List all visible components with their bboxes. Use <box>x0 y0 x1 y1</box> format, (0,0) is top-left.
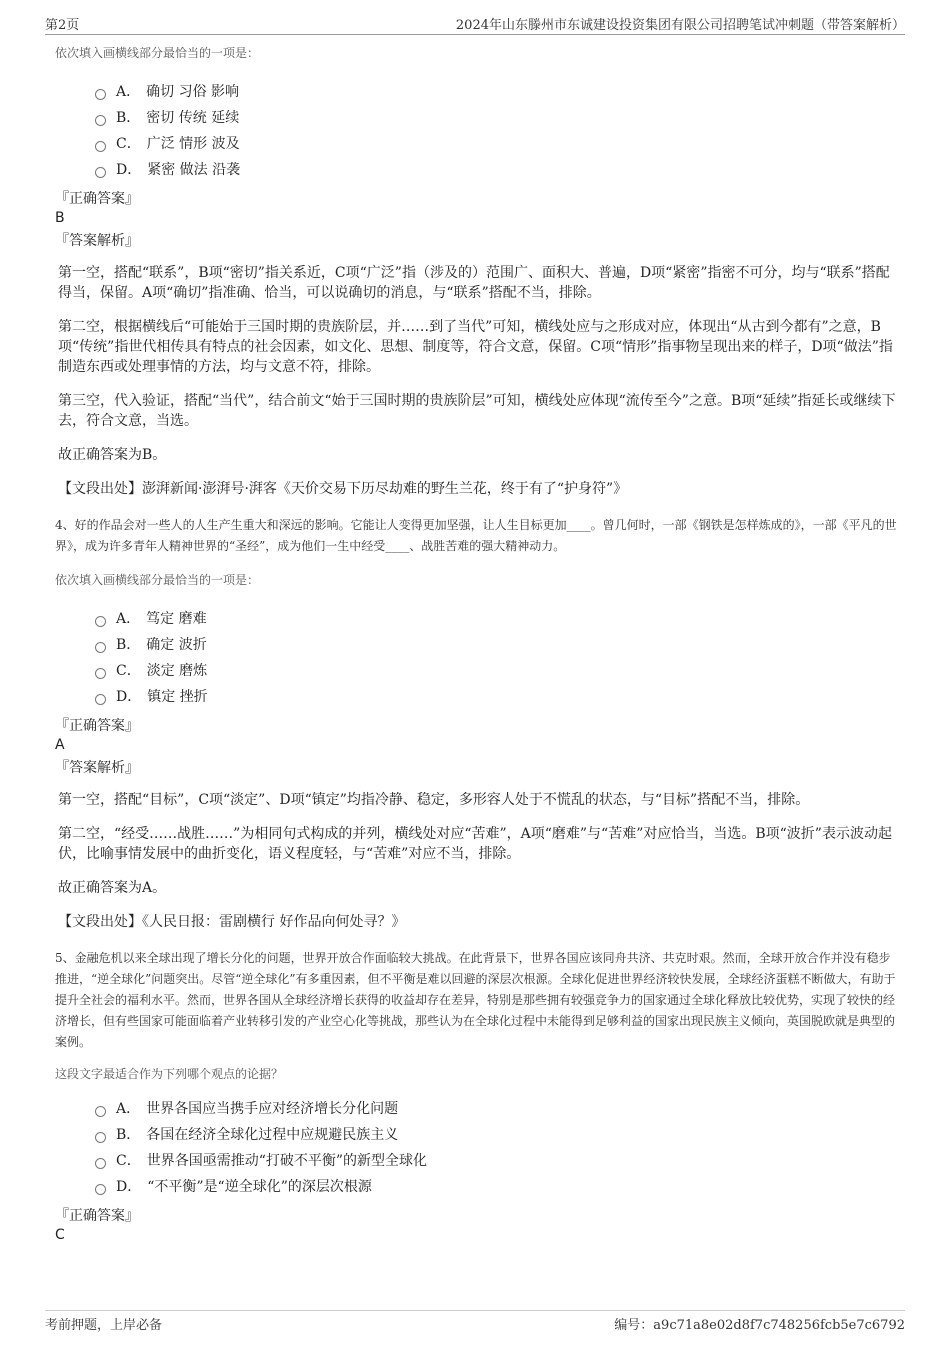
q4-option-b[interactable]: B． 确定 波折 <box>95 632 900 658</box>
document-title: 2024年山东滕州市东诚建设投资集团有限公司招聘笔试冲刺题（带答案解析） <box>455 18 905 33</box>
q3-analysis-2: 第二空，根据横线后“可能始于三国时期的贵族阶层，并……到了当代”可知，横线处应与之形成对应，体现出“从古到今都有”之意，B项“传统”指世代相传具有特点的社会因素，如文化、思想、制度等，符合文意，保留。C项“情形”指事物呈现出来的样子，D项“做法”指制造东西或处理事情的方法，均与文意不符，排除。 <box>58 319 893 375</box>
q5-answer-label: 『正确答案』 <box>55 1208 139 1224</box>
radio-icon[interactable] <box>95 115 106 126</box>
q5-answer: C <box>55 1227 65 1243</box>
q3-analysis-1: 第一空，搭配“联系”，B项“密切”指关系近，C项“广泛”指（涉及的）范围广、面积大、普遍，D项“紧密”指密不可分，均与“联系”搭配得当，保留。A项“确切”指准确、恰当，可以说确切的消息，与“联系”搭配不当，排除。 <box>58 265 890 301</box>
q3-analysis-3: 第三空，代入验证，搭配“当代”，结合前文“始于三国时期的贵族阶层”可知，横线处应体现“流传至今”之意。B项“延续”指延长或继续下去，符合文意，当选。 <box>58 393 896 429</box>
page-header <box>45 12 905 35</box>
radio-icon[interactable] <box>95 1132 106 1143</box>
q3-option-a[interactable]: A． 确切 习俗 影响 <box>95 79 900 105</box>
q3-source: 【文段出处】澎湃新闻·澎湃号·湃客《天价交易下历尽劫难的野生兰花，终于有了“护身符”》 <box>58 481 628 497</box>
radio-icon[interactable] <box>95 141 106 152</box>
q5-option-c[interactable]: C． 世界各国亟需推动“打破不平衡”的新型全球化 <box>95 1148 900 1174</box>
radio-icon[interactable] <box>95 694 106 705</box>
q3-option-c[interactable]: C． 广泛 情形 波及 <box>95 131 900 157</box>
radio-icon[interactable] <box>95 642 106 653</box>
radio-icon[interactable] <box>95 616 106 627</box>
q4-option-c[interactable]: C． 淡定 磨炼 <box>95 658 900 684</box>
page-footer <box>45 1310 905 1335</box>
q4-option-a[interactable]: A． 笃定 磨难 <box>95 606 900 632</box>
q4-prompt: 依次填入画横线部分最恰当的一项是： <box>55 573 260 587</box>
q4-source: 【文段出处】《人民日报：雷剧横行 好作品向何处寻？》 <box>58 914 406 930</box>
q3-analysis-4: 故正确答案为B。 <box>58 447 167 463</box>
q5-options <box>95 1096 900 1200</box>
document-id: 编号：a9c71a8e02d8f7c748256fcb5e7c6792 <box>614 1318 905 1333</box>
radio-icon[interactable] <box>95 1106 106 1117</box>
q4-option-d[interactable]: D． 镇定 挫折 <box>95 684 900 710</box>
q4-analysis-1: 第一空，搭配“目标”，C项“淡定”、D项“镇定”均指冷静、稳定，多形容人处于不慌乱的状态，与“目标”搭配不当，排除。 <box>58 792 810 808</box>
q5-stem: 5、金融危机以来全球出现了增长分化的问题，世界开放合作面临较大挑战。在此背景下，世界各国应该同舟共济、共克时艰。然而，全球开放合作并没有稳步推进，“逆全球化”问题突出。尽管“逆全球化”有多重因素，但不平衡是难以回避的深层次根源。全球化促进世界经济较快发展，全球经济蛋糕不断做大，有助于提升全社会的福利水平。然而，世界各国从全球经济增长获得的收益却存在差异，特别是那些拥有较强竞争力的国家通过全球化释放比较优势，实现了较快的经济增长，但有些国家可能面临着产业转移引发的产业空心化等挑战，那些认为在全球化过程中未能得到足够利益的国家出现民族主义倾向，英国脱欧就是典型的案例。 <box>55 951 896 1049</box>
q4-stem: 4、好的作品会对一些人的人生产生重大和深远的影响。它能让人变得更加坚强，让人生目标更加____。曾几何时，一部《钢铁是怎样炼成的》，一部《平凡的世界》，成为许多青年人精神世界的“圣经”，成为他们一生中经受____、战胜苦难的强大精神动力。 <box>55 518 897 553</box>
q5-option-d[interactable]: D． “不平衡”是“逆全球化”的深层次根源 <box>95 1174 900 1200</box>
q5-option-a[interactable]: A． 世界各国应当携手应对经济增长分化问题 <box>95 1096 900 1122</box>
radio-icon[interactable] <box>95 1184 106 1195</box>
q3-option-d[interactable]: D． 紧密 做法 沿袭 <box>95 157 900 183</box>
footer-slogan: 考前押题，上岸必备 <box>45 1318 163 1333</box>
radio-icon[interactable] <box>95 1158 106 1169</box>
q4-options <box>95 606 900 710</box>
q4-analysis-3: 故正确答案为A。 <box>58 880 167 896</box>
q3-answer: B <box>55 210 65 226</box>
q4-answer: A <box>55 737 65 753</box>
radio-icon[interactable] <box>95 89 106 100</box>
q4-analysis-2: 第二空，“经受……战胜……”为相同句式构成的并列，横线处对应“苦难”，A项“磨难”与“苦难”对应恰当，当选。B项“波折”表示波动起伏，比喻事情发展中的曲折变化，语义程度轻，与“苦难”对应不当，排除。 <box>58 826 892 862</box>
page-content <box>55 42 900 1248</box>
q3-answer-label: 『正确答案』 <box>55 191 139 207</box>
q3-option-b[interactable]: B． 密切 传统 延续 <box>95 105 900 131</box>
q5-prompt: 这段文字最适合作为下列哪个观点的论据？ <box>55 1067 284 1081</box>
radio-icon[interactable] <box>95 167 106 178</box>
q3-prompt: 依次填入画横线部分最恰当的一项是： <box>55 46 260 60</box>
q3-analysis-label: 『答案解析』 <box>55 233 139 249</box>
q4-analysis-label: 『答案解析』 <box>55 760 139 776</box>
q4-answer-label: 『正确答案』 <box>55 718 139 734</box>
page-number: 第2页 <box>45 18 80 33</box>
radio-icon[interactable] <box>95 668 106 679</box>
q3-options <box>95 79 900 183</box>
q5-option-b[interactable]: B． 各国在经济全球化过程中应规避民族主义 <box>95 1122 900 1148</box>
